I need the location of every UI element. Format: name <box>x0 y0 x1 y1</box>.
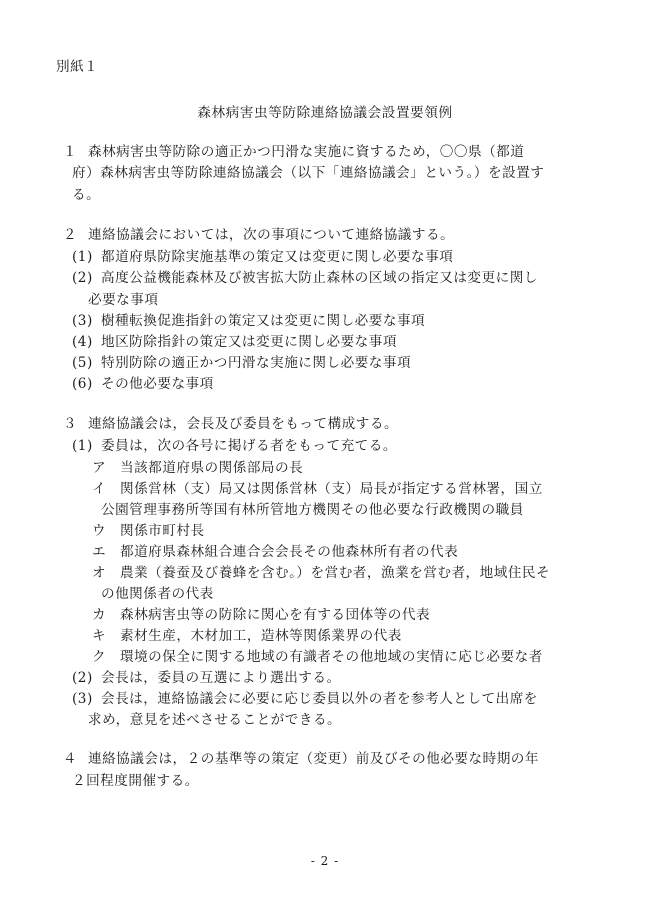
subitem-a-kana: ア <box>92 460 107 476</box>
section-1-line-2: 府）森林病害虫等防除連絡協議会（以下「連絡協議会」という。）を設置す <box>72 165 545 181</box>
section-3-item-2-number: (2) <box>72 670 93 686</box>
section-2-item-6-text: その他必要な事項 <box>101 376 214 392</box>
subitem-u-text: 関係市町村長 <box>120 523 205 539</box>
section-3-item-3-continuation: 求め，意見を述べさせることができる。 <box>88 712 342 728</box>
subitem-o-continuation: の他関係者の代表 <box>101 586 214 602</box>
page-number: - 2 - <box>310 854 340 868</box>
section-3-item-3-text: 会長は，連絡協議会に必要に応じ委員以外の者を参考人として出席を <box>101 691 538 707</box>
section-2-item-2-number: (2) <box>72 270 93 286</box>
section-3-item-3-number: (3) <box>72 691 93 707</box>
subitem-i-continuation: 公園管理事務所等国有林所管地方機関その他必要な行政機関の職員 <box>101 502 524 518</box>
section-2-item-5-number: (5) <box>72 355 93 371</box>
subitem-i-text: 関係営林（支）局又は関係営林（支）局長が指定する営林署，国立 <box>120 481 543 497</box>
subitem-i-kana: イ <box>92 481 107 497</box>
attachment-label: 別紙１ <box>56 59 99 75</box>
section-1-line-3: る。 <box>72 187 101 203</box>
section-2-item-4-text: 地区防除指針の策定又は変更に関し必要な事項 <box>101 334 397 350</box>
section-3-number: ３ <box>63 416 78 432</box>
section-3-item-1-number: (1) <box>72 438 93 454</box>
subitem-ka-kana: カ <box>92 607 107 623</box>
section-2-item-2-continuation: 必要な事項 <box>88 292 159 308</box>
section-4-number: ４ <box>63 751 78 767</box>
section-2-item-1-text: 都道府県防除実施基準の策定又は変更に関し必要な事項 <box>101 249 454 265</box>
subitem-ka-text: 森林病害虫等の防除に関心を有する団体等の代表 <box>120 607 431 623</box>
subitem-ki-text: 素材生産，木材加工，造林等関係業界の代表 <box>120 628 402 644</box>
section-2-intro: 連絡協議会においては，次の事項について連絡協議する。 <box>88 227 455 243</box>
section-1-number: １ <box>63 144 78 160</box>
subitem-o-kana: オ <box>92 565 107 581</box>
section-2-item-5-text: 特別防除の適正かつ円滑な実施に関し必要な事項 <box>101 355 412 371</box>
subitem-e-text: 都道府県森林組合連合会会長その他森林所有者の代表 <box>120 544 459 560</box>
section-4-line-2: ２回程度開催する。 <box>72 773 199 789</box>
subitem-ku-kana: ク <box>92 649 107 665</box>
section-4-line-1: 連絡協議会は，２の基準等の策定（変更）前及びその他必要な時期の年 <box>88 751 539 767</box>
section-3-item-1-text: 委員は，次の各号に掲げる者をもって充てる。 <box>101 438 397 454</box>
section-2-item-1-number: (1) <box>72 249 93 265</box>
section-2-item-4-number: (4) <box>72 334 93 350</box>
subitem-o-text: 農業（養蚕及び養蜂を含む。）を営む者，漁業を営む者，地域住民そ <box>120 565 551 581</box>
subitem-e-kana: エ <box>92 544 107 560</box>
subitem-u-kana: ウ <box>92 523 107 539</box>
section-3-intro: 連絡協議会は，会長及び委員をもって構成する。 <box>88 416 399 432</box>
section-2-item-3-text: 樹種転換促進指針の策定又は変更に関し必要な事項 <box>101 313 426 329</box>
section-2-item-6-number: (6) <box>72 376 93 392</box>
subitem-ki-kana: キ <box>92 628 107 644</box>
document-title: 森林病害虫等防除連絡協議会設置要領例 <box>197 105 453 121</box>
section-2-number: ２ <box>63 227 78 243</box>
section-2-item-2-text: 高度公益機能森林及び被害拡大防止森林の区域の指定又は変更に関し <box>101 270 538 286</box>
section-1-line-1: 森林病害虫等防除の適正かつ円滑な実施に資するため，〇〇県（都道 <box>88 144 525 160</box>
section-3-item-2-text: 会長は，委員の互選により選出する。 <box>101 670 341 686</box>
subitem-a-text: 当該都道府県の関係部局の長 <box>120 460 304 476</box>
section-2-item-3-number: (3) <box>72 313 93 329</box>
subitem-ku-text: 環境の保全に関する地域の有識者その他地域の実情に応じ必要な者 <box>120 649 543 665</box>
